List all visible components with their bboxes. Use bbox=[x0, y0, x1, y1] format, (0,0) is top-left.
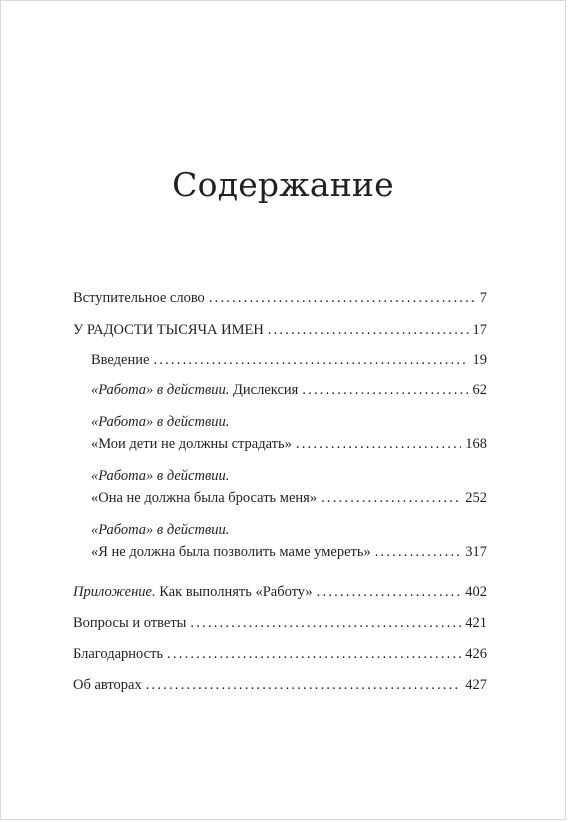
toc-entry-text bbox=[91, 379, 298, 401]
toc-entry-label: У РАДОСТИ ТЫСЯЧА ИМЕН bbox=[73, 322, 264, 338]
leader-dots bbox=[302, 379, 468, 401]
leader-dots bbox=[375, 541, 462, 563]
table-of-contents bbox=[73, 287, 487, 696]
toc-entry-text bbox=[73, 581, 313, 603]
leader-dots bbox=[317, 581, 462, 603]
toc-subsection-group bbox=[73, 349, 487, 563]
toc-entry-label: «Мои дети не должны страдать» bbox=[91, 436, 292, 452]
leader-dots bbox=[153, 349, 468, 371]
toc-page-number: 317 bbox=[465, 544, 487, 560]
toc-entry-italic: Приложение. bbox=[73, 584, 156, 600]
leader-dots bbox=[146, 674, 462, 696]
toc-entry-label: Об авторах bbox=[73, 677, 142, 693]
toc-page-number: 252 bbox=[465, 490, 487, 506]
toc-entry-label: Дислексия bbox=[229, 382, 299, 398]
toc-entry-label: Введение bbox=[91, 352, 150, 368]
toc-entry-italic: «Работа» в действии. bbox=[91, 414, 230, 430]
toc-entry-label: Как выполнять «Работу» bbox=[155, 584, 313, 600]
toc-entry-work-dyslexia[interactable] bbox=[91, 379, 487, 401]
toc-entry-first-line bbox=[91, 519, 487, 541]
page-title: Содержание bbox=[172, 165, 394, 204]
toc-entry-label: «Я не должна была позволить маме умереть» bbox=[91, 544, 371, 560]
toc-entry-first-line bbox=[91, 411, 487, 433]
toc-page-number: 421 bbox=[465, 615, 487, 631]
toc-entry-italic: «Работа» в действии. bbox=[91, 468, 230, 484]
toc-entry-label: Благодарность bbox=[73, 646, 164, 662]
toc-page-number: 402 bbox=[465, 584, 487, 600]
toc-page-number: 19 bbox=[472, 352, 487, 368]
toc-page-number: 17 bbox=[472, 322, 487, 338]
leader-dots bbox=[167, 643, 461, 665]
toc-entry-italic: «Работа» в действии. bbox=[91, 522, 230, 538]
toc-entry-appendix[interactable] bbox=[73, 581, 487, 603]
toc-entry-intro[interactable] bbox=[73, 287, 487, 309]
toc-page-number: 427 bbox=[465, 677, 487, 693]
leader-dots bbox=[296, 433, 461, 455]
toc-page-number: 426 bbox=[465, 646, 487, 662]
toc-entry-acknowledgements[interactable] bbox=[73, 643, 487, 665]
toc-entry-italic: «Работа» в действии. bbox=[91, 382, 230, 398]
toc-entry-label: «Она не должна была бросать меня» bbox=[91, 490, 318, 506]
leader-dots bbox=[268, 319, 469, 341]
leader-dots bbox=[190, 612, 461, 634]
toc-entry-qa[interactable] bbox=[73, 612, 487, 634]
toc-entry-work-leave[interactable] bbox=[91, 465, 487, 509]
toc-page-number: 7 bbox=[479, 290, 487, 306]
toc-entry-authors[interactable] bbox=[73, 674, 487, 696]
toc-entry-label: Вступительное слово bbox=[73, 290, 205, 306]
leader-dots bbox=[321, 487, 461, 509]
toc-entry-part[interactable] bbox=[73, 319, 487, 341]
toc-page-number: 168 bbox=[465, 436, 487, 452]
toc-entry-work-children[interactable] bbox=[91, 411, 487, 455]
toc-entry-introduction[interactable] bbox=[91, 349, 487, 371]
leader-dots bbox=[209, 287, 476, 309]
toc-entry-label: Вопросы и ответы bbox=[73, 615, 187, 631]
toc-entry-first-line bbox=[91, 465, 487, 487]
toc-page-number: 62 bbox=[472, 382, 487, 398]
toc-entry-work-mother[interactable] bbox=[91, 519, 487, 563]
